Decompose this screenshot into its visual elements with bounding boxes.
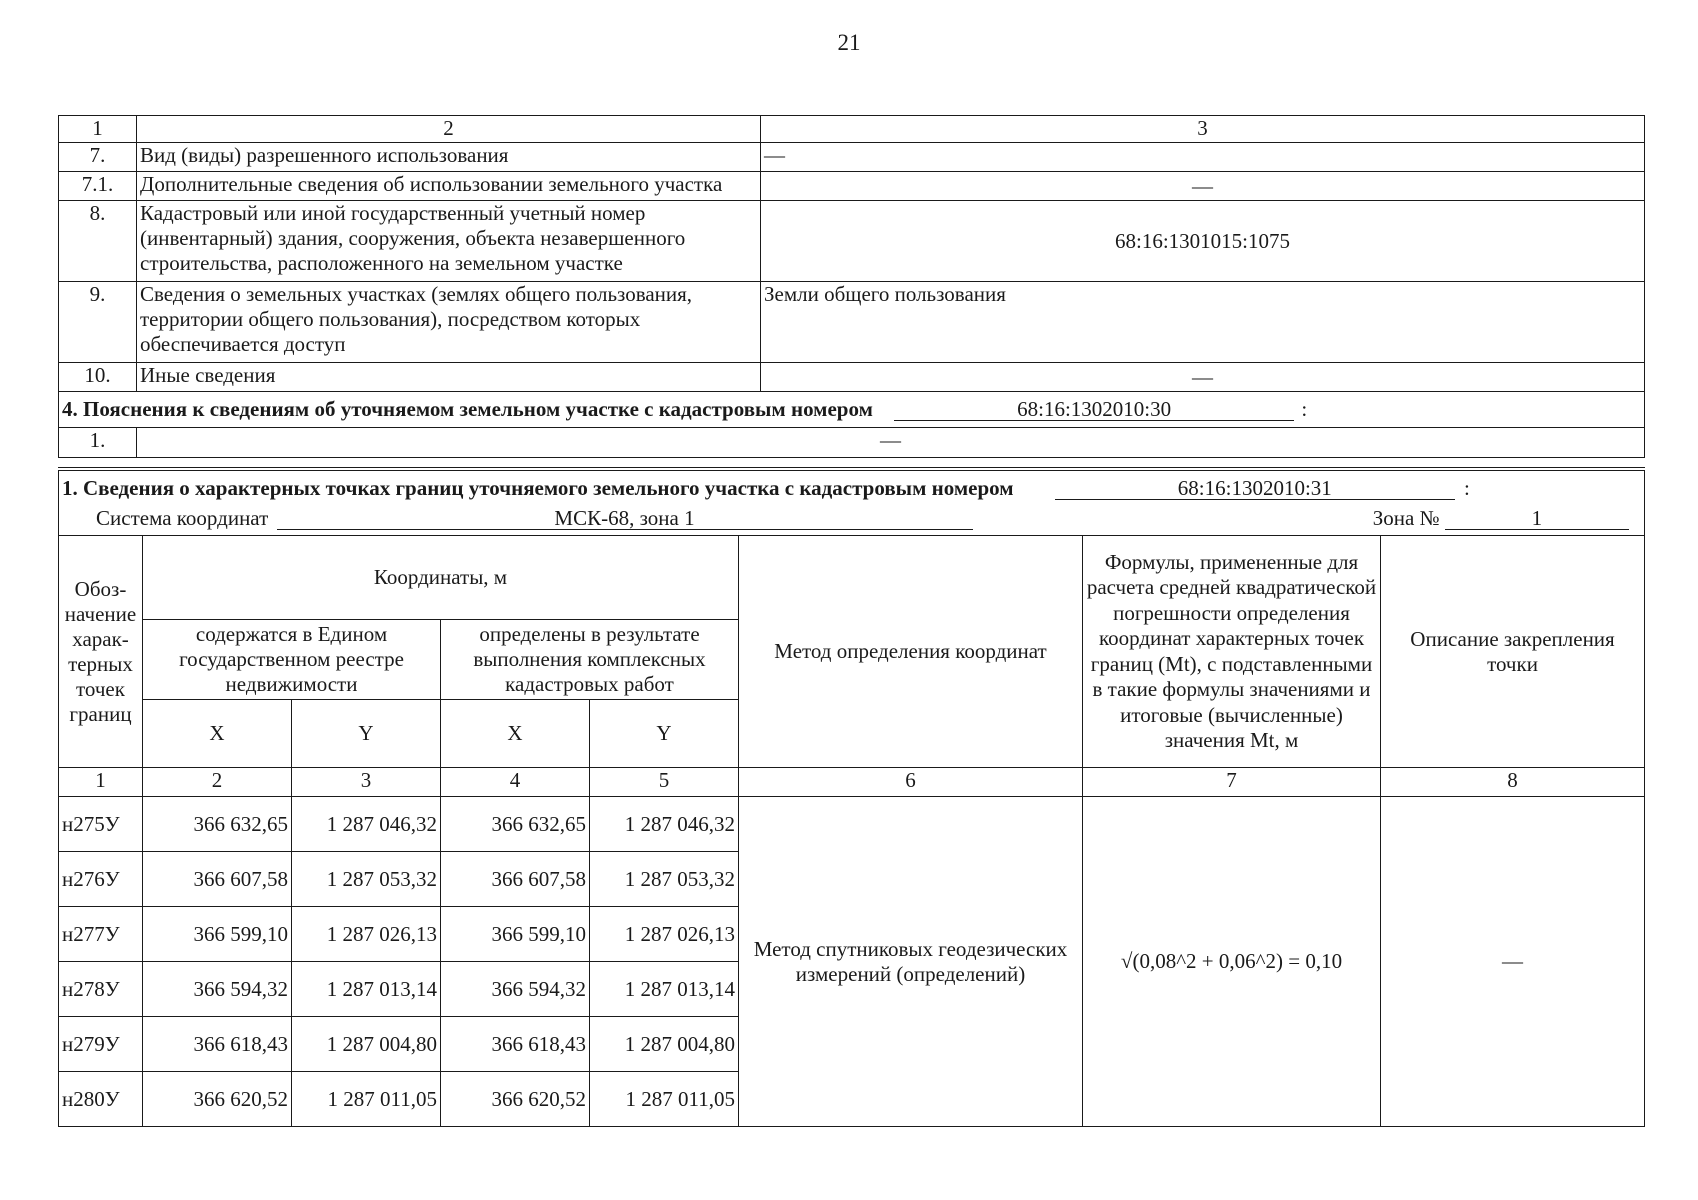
section4-row-value: — (137, 428, 1645, 458)
zone-label: Зона № (1372, 506, 1440, 530)
col-number: 4 (441, 768, 590, 797)
col-coordinates-header: Координаты, м (143, 536, 739, 620)
row-number: 9. (59, 282, 137, 363)
row-label: Вид (виды) разрешенного использования (137, 143, 761, 172)
col-number: 1 (59, 768, 143, 797)
col-designation-header: Обоз- начение харак- терных точек границ (59, 536, 143, 768)
description-value: — (1381, 797, 1645, 1127)
row-label: Кадастровый или иной государственный учетный номер (инвентарный) здания, сооружения, объекта незавершенного строительства, расположенного на земельном участке (137, 201, 761, 282)
row-label: Сведения о земельных участках (землях общего пользования, территории общего пользования), посредством которых обеспечивается доступ (137, 282, 761, 363)
point-x-egrn: 366 594,32 (143, 962, 292, 1017)
coord-system-label: Система координат (96, 506, 269, 530)
section1-title: 1. Сведения о характерных точках границ уточняемого земельного участка с кадастровым номером (62, 476, 1014, 500)
col-formula-header: Формулы, примененные для расчета средней квадратической погрешности определения координат характерных точек границ (Mt), с подставленными в такие формулы значениями и итоговые (вычисленные) значения Mt, м (1083, 536, 1381, 768)
point-y-egrn: 1 287 004,80 (292, 1017, 441, 1072)
row-number: 10. (59, 363, 137, 392)
point-x-egrn: 366 620,52 (143, 1072, 292, 1127)
col-number: 8 (1381, 768, 1645, 797)
coord-system-value: МСК-68, зона 1 (277, 507, 973, 530)
col-number: 7 (1083, 768, 1381, 797)
row-number: 7. (59, 143, 137, 172)
point-y-complex: 1 287 011,05 (590, 1072, 739, 1127)
row-label: Дополнительные сведения об использовании земельного участка (137, 172, 761, 201)
point-x-complex: 366 632,65 (441, 797, 590, 852)
row-value-cadastral-number: 68:16:1301015:1075 (761, 201, 1645, 282)
point-x-complex: 366 607,58 (441, 852, 590, 907)
section1-header (59, 469, 1645, 536)
point-name: н279У (59, 1017, 143, 1072)
point-name: н280У (59, 1072, 143, 1127)
formula-value: √(0,08^2 + 0,06^2) = 0,10 (1083, 797, 1381, 1127)
header-col-2: 2 (137, 116, 761, 143)
col-egrn-header: содержатся в Едином государственном реестре недвижимости (143, 620, 441, 700)
point-x-complex: 366 599,10 (441, 907, 590, 962)
col-method-header: Метод определения координат (739, 536, 1083, 768)
col-number: 2 (143, 768, 292, 797)
point-y-complex: 1 287 046,32 (590, 797, 739, 852)
row-value: — (761, 363, 1645, 392)
point-x-complex: 366 620,52 (441, 1072, 590, 1127)
col-y-complex-header: Y (590, 700, 739, 768)
row-value: Земли общего пользования (761, 282, 1645, 363)
boundary-points-table (58, 467, 1645, 1127)
section4-title: 4. Пояснения к сведениям об уточняемом земельном участке с кадастровым номером (62, 397, 873, 421)
header-col-1: 1 (59, 116, 137, 143)
col-complex-header: определены в результате выполнения комплексных кадастровых работ (441, 620, 739, 700)
method-value: Метод спутниковых геодезических измерений (определений) (739, 797, 1083, 1127)
col-y-egrn-header: Y (292, 700, 441, 768)
section4-colon: : (1301, 397, 1308, 421)
land-plot-info-table (58, 115, 1645, 458)
row-value: — (761, 172, 1645, 201)
row-value: — (761, 143, 1645, 172)
point-y-egrn: 1 287 026,13 (292, 907, 441, 962)
point-x-egrn: 366 618,43 (143, 1017, 292, 1072)
col-x-complex-header: X (441, 700, 590, 768)
col-number: 6 (739, 768, 1083, 797)
point-x-complex: 366 594,32 (441, 962, 590, 1017)
col-description-header: Описание закрепления точки (1381, 536, 1645, 768)
point-name: н275У (59, 797, 143, 852)
point-y-egrn: 1 287 011,05 (292, 1072, 441, 1127)
section4-title-row (59, 392, 1645, 428)
point-y-egrn: 1 287 013,14 (292, 962, 441, 1017)
point-x-complex: 366 618,43 (441, 1017, 590, 1072)
point-x-egrn: 366 632,65 (143, 797, 292, 852)
section1-colon: : (1464, 476, 1470, 500)
point-y-complex: 1 287 013,14 (590, 962, 739, 1017)
point-x-egrn: 366 607,58 (143, 852, 292, 907)
point-y-complex: 1 287 026,13 (590, 907, 739, 962)
point-y-complex: 1 287 053,32 (590, 852, 739, 907)
section1-cadastral-number: 68:16:1302010:31 (1055, 477, 1455, 500)
col-number: 3 (292, 768, 441, 797)
row-number: 7.1. (59, 172, 137, 201)
point-name: н276У (59, 852, 143, 907)
section4-row-number: 1. (59, 428, 137, 458)
page-number: 21 (837, 30, 861, 55)
point-name: н278У (59, 962, 143, 1017)
point-y-egrn: 1 287 053,32 (292, 852, 441, 907)
row-number: 8. (59, 201, 137, 282)
point-y-complex: 1 287 004,80 (590, 1017, 739, 1072)
col-x-egrn-header: X (143, 700, 292, 768)
header-col-3: 3 (761, 116, 1645, 143)
row-label: Иные сведения (137, 363, 761, 392)
zone-value: 1 (1445, 507, 1629, 530)
point-y-egrn: 1 287 046,32 (292, 797, 441, 852)
col-number: 5 (590, 768, 739, 797)
section4-cadastral-number: 68:16:1302010:30 (894, 398, 1294, 421)
point-x-egrn: 366 599,10 (143, 907, 292, 962)
point-name: н277У (59, 907, 143, 962)
